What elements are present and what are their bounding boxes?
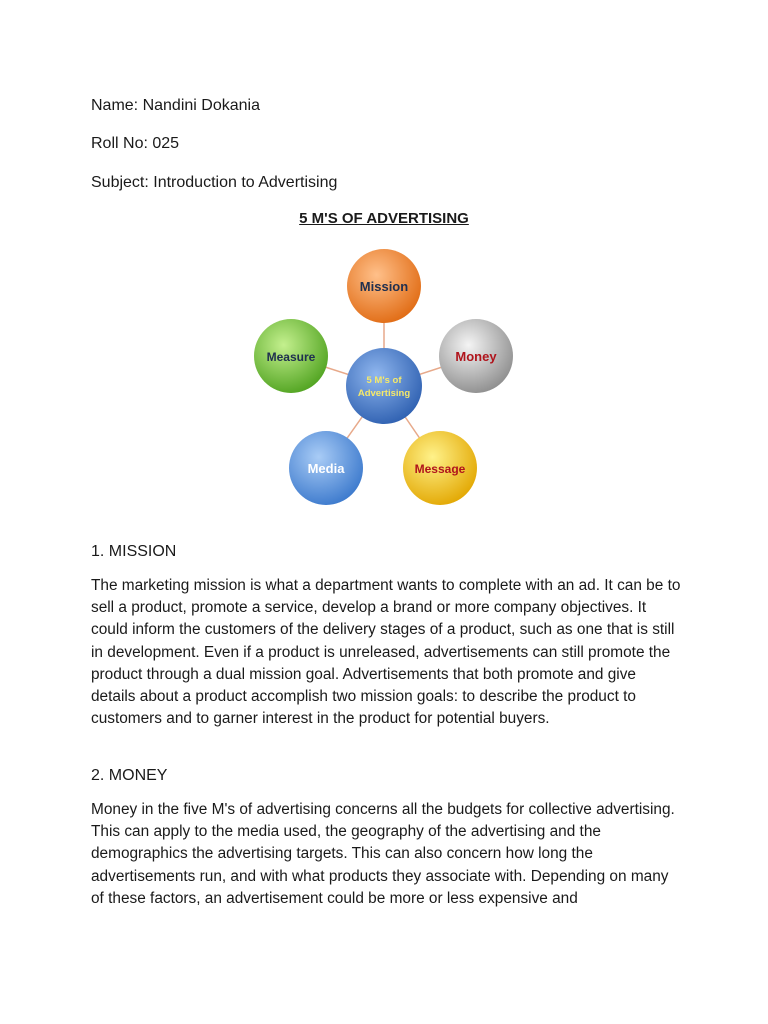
node-money [439, 319, 513, 393]
subject-line: Subject: Introduction to Advertising [91, 174, 338, 191]
node-label-mission: Mission [359, 279, 409, 294]
center-label-line2: Advertising [357, 388, 411, 399]
section-body-money: Money in the five M's of advertising concerns all the budgets for collective advertising. This can apply to the media used, the geography of the advertising and the demographics the advertising targets. This can also concern how long the advertisements run, and with what products they associate with. Depending on many of these factors, an advertisement could be more or less expensive and [91, 801, 675, 907]
node-label-money: Money [455, 349, 497, 364]
document-title: 5 M'S OF ADVERTISING [299, 210, 469, 227]
node-label-measure: Measure [266, 350, 316, 364]
node-message [403, 431, 477, 505]
center-label-line1: 5 M's of [366, 375, 402, 386]
section-heading-money: 2. MONEY [91, 767, 168, 784]
section-heading-mission: 1. MISSION [91, 543, 177, 560]
node-center [346, 348, 422, 424]
node-media [289, 431, 363, 505]
node-mission [347, 249, 421, 323]
section-body-mission: The marketing mission is what a department wants to complete with an ad. It can be to sell a product, promote a service, develop a brand or more company objectives. It could inform the customers of the delivery stages of a product, such as one that is still in development. Even if a product is unreleased, advertisements can still promote the product through a dual mission goal. Advertisements that both promote and give details about a product accomplish two mission goals: to describe the product to customers and to garner interest in the product for potential buyers. [91, 577, 681, 728]
node-label-media: Media [307, 461, 345, 476]
roll-number: Roll No: 025 [91, 135, 180, 152]
node-measure [254, 319, 328, 393]
student-name: Name: Nandini Dokania [91, 97, 260, 114]
five-ms-diagram [240, 240, 540, 520]
node-label-message: Message [414, 462, 466, 476]
